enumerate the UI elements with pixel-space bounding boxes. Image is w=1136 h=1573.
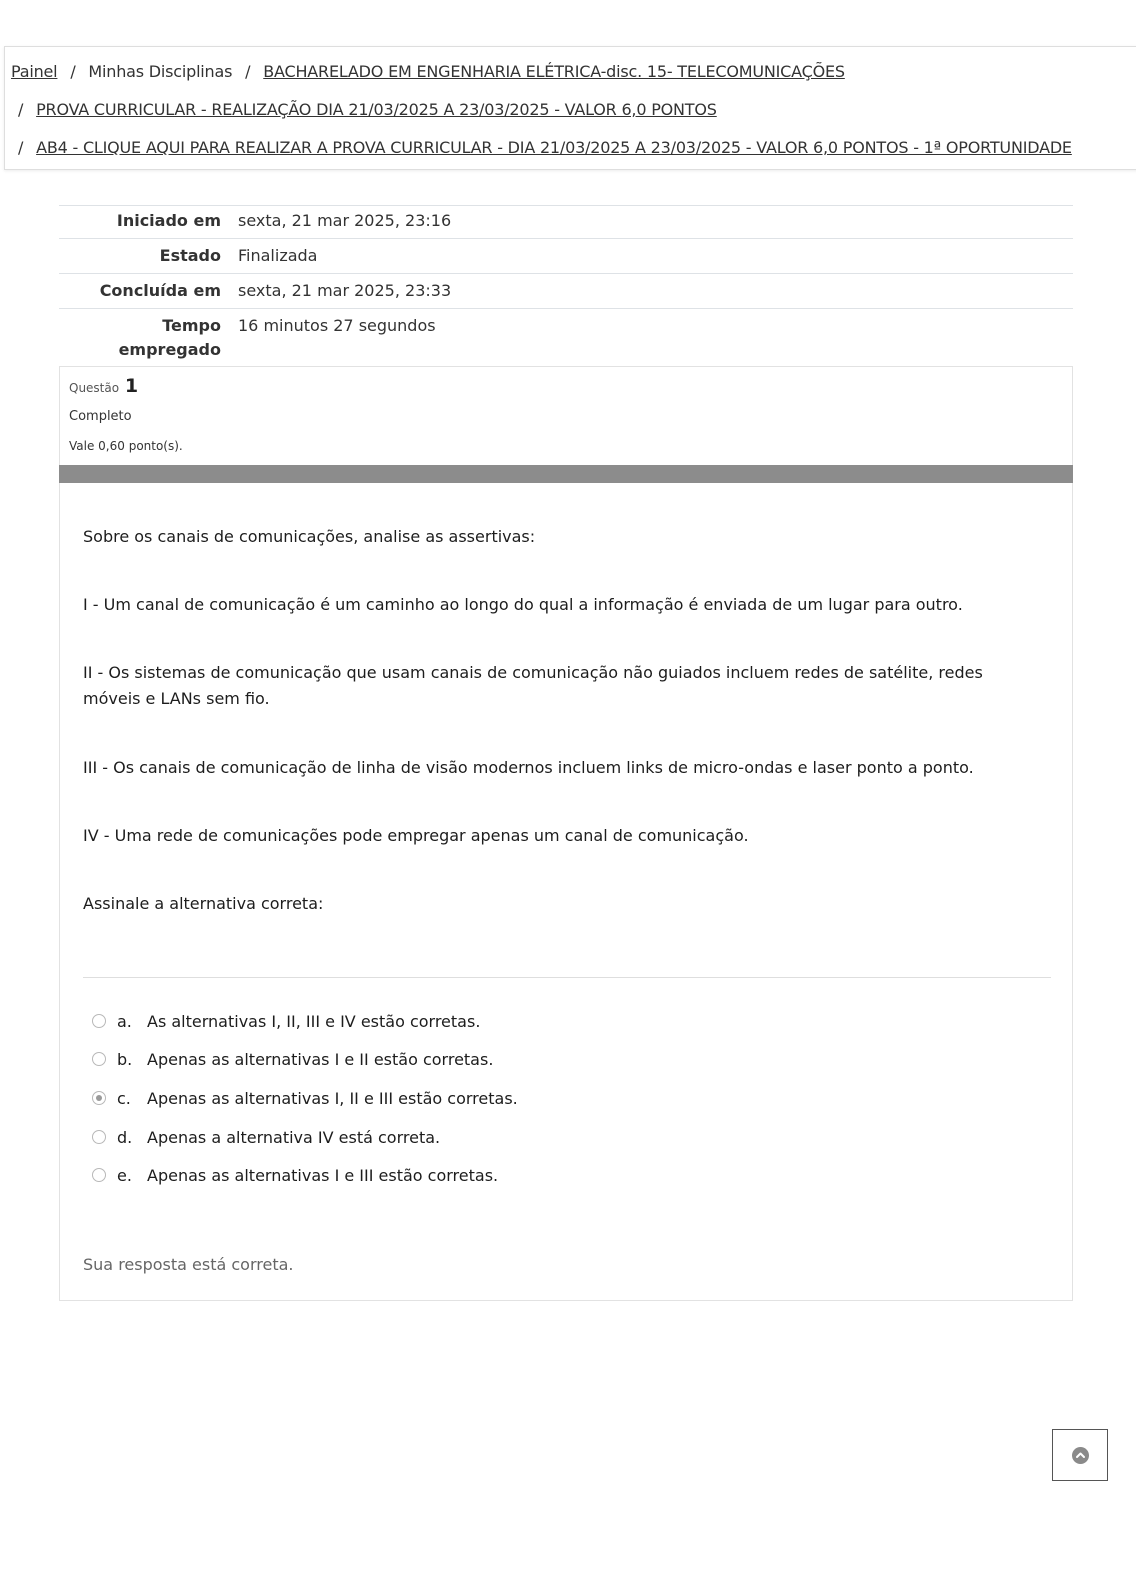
question-grade: Vale 0,60 ponto(s).	[69, 439, 183, 453]
summary-label: Concluída em	[59, 274, 238, 309]
summary-label: Tempo empregado	[59, 309, 238, 368]
option-letter: d.	[117, 1128, 133, 1147]
summary-value: sexta, 21 mar 2025, 23:33	[238, 274, 1073, 309]
answer-feedback: Sua resposta está correta.	[83, 1255, 294, 1274]
breadcrumb-home-link[interactable]: Painel	[11, 62, 58, 81]
statement-4: IV - Uma rede de comunicações pode empregar apenas um canal de comunicação.	[83, 826, 749, 845]
option-letter: b.	[117, 1050, 133, 1069]
radio-button[interactable]	[92, 1052, 106, 1066]
radio-button[interactable]	[92, 1168, 106, 1182]
statement-3: III - Os canais de comunicação de linha de visão modernos incluem links de micro-ondas e laser ponto a ponto.	[83, 758, 974, 777]
radio-button-selected[interactable]	[92, 1091, 106, 1105]
attempt-summary-table	[59, 205, 1073, 367]
summary-value: sexta, 21 mar 2025, 23:16	[238, 206, 1073, 239]
divider	[83, 977, 1051, 978]
option-text: As alternativas I, II, III e IV estão corretas.	[147, 1012, 481, 1031]
question-intro: Sobre os canais de comunicações, analise as assertivas:	[83, 527, 536, 546]
breadcrumb-section-link[interactable]: PROVA CURRICULAR - REALIZAÇÃO DIA 21/03/2025 A 23/03/2025 - VALOR 6,0 PONTOS	[36, 100, 717, 119]
statement-1: I - Um canal de comunicação é um caminho ao longo do qual a informação é enviada de um lugar para outro.	[83, 595, 963, 614]
summary-row-time	[59, 309, 1073, 368]
breadcrumb-line-2	[18, 100, 717, 119]
question-info-box	[59, 366, 1073, 466]
option-letter: c.	[117, 1089, 131, 1108]
summary-row-completed	[59, 274, 1073, 309]
back-to-top-button[interactable]	[1052, 1429, 1108, 1481]
breadcrumb	[4, 46, 1136, 170]
summary-row-started	[59, 206, 1073, 239]
radio-button[interactable]	[92, 1130, 106, 1144]
question-number	[69, 375, 138, 397]
question-content	[59, 483, 1073, 1301]
radio-button[interactable]	[92, 1014, 106, 1028]
breadcrumb-course-link[interactable]: BACHARELADO EM ENGENHARIA ELÉTRICA-disc. 15- TELECOMUNICAÇÕES	[263, 62, 845, 81]
breadcrumb-line-3	[18, 138, 1072, 157]
summary-label: Iniciado em	[59, 206, 238, 239]
chevron-up-circle-icon	[1072, 1447, 1089, 1464]
option-letter: e.	[117, 1166, 132, 1185]
breadcrumb-separator: /	[245, 62, 251, 81]
breadcrumb-separator: /	[18, 100, 24, 119]
question-state: Completo	[69, 409, 132, 424]
option-letter: a.	[117, 1012, 132, 1031]
option-text: Apenas as alternativas I e II estão corretas.	[147, 1050, 494, 1069]
question-prompt: Assinale a alternativa correta:	[83, 894, 324, 913]
option-text: Apenas a alternativa IV está correta.	[147, 1128, 441, 1147]
question-label: Questão	[69, 381, 120, 395]
breadcrumb-separator: /	[70, 62, 76, 81]
question-header-bar	[59, 465, 1073, 483]
summary-row-state	[59, 239, 1073, 274]
option-text: Apenas as alternativas I e III estão corretas.	[147, 1166, 499, 1185]
summary-value: 16 minutos 27 segundos	[238, 309, 1073, 368]
option-text: Apenas as alternativas I, II e III estão corretas.	[147, 1089, 518, 1108]
summary-label: Estado	[59, 239, 238, 274]
breadcrumb-separator: /	[18, 138, 24, 157]
question-number-value: 1	[124, 375, 139, 397]
statement-2: II - Os sistemas de comunicação que usam canais de comunicação não guiados incluem redes de satélite, redes móveis e LANs sem fio.	[83, 663, 983, 708]
breadcrumb-my-courses: Minhas Disciplinas	[88, 62, 233, 81]
summary-value: Finalizada	[238, 239, 1073, 274]
breadcrumb-activity-link[interactable]: AB4 - CLIQUE AQUI PARA REALIZAR A PROVA CURRICULAR - DIA 21/03/2025 A 23/03/2025 - VALOR 6,0 PONTOS - 1ª OPORTUNIDADE	[36, 138, 1072, 157]
breadcrumb-line-1	[11, 62, 845, 81]
